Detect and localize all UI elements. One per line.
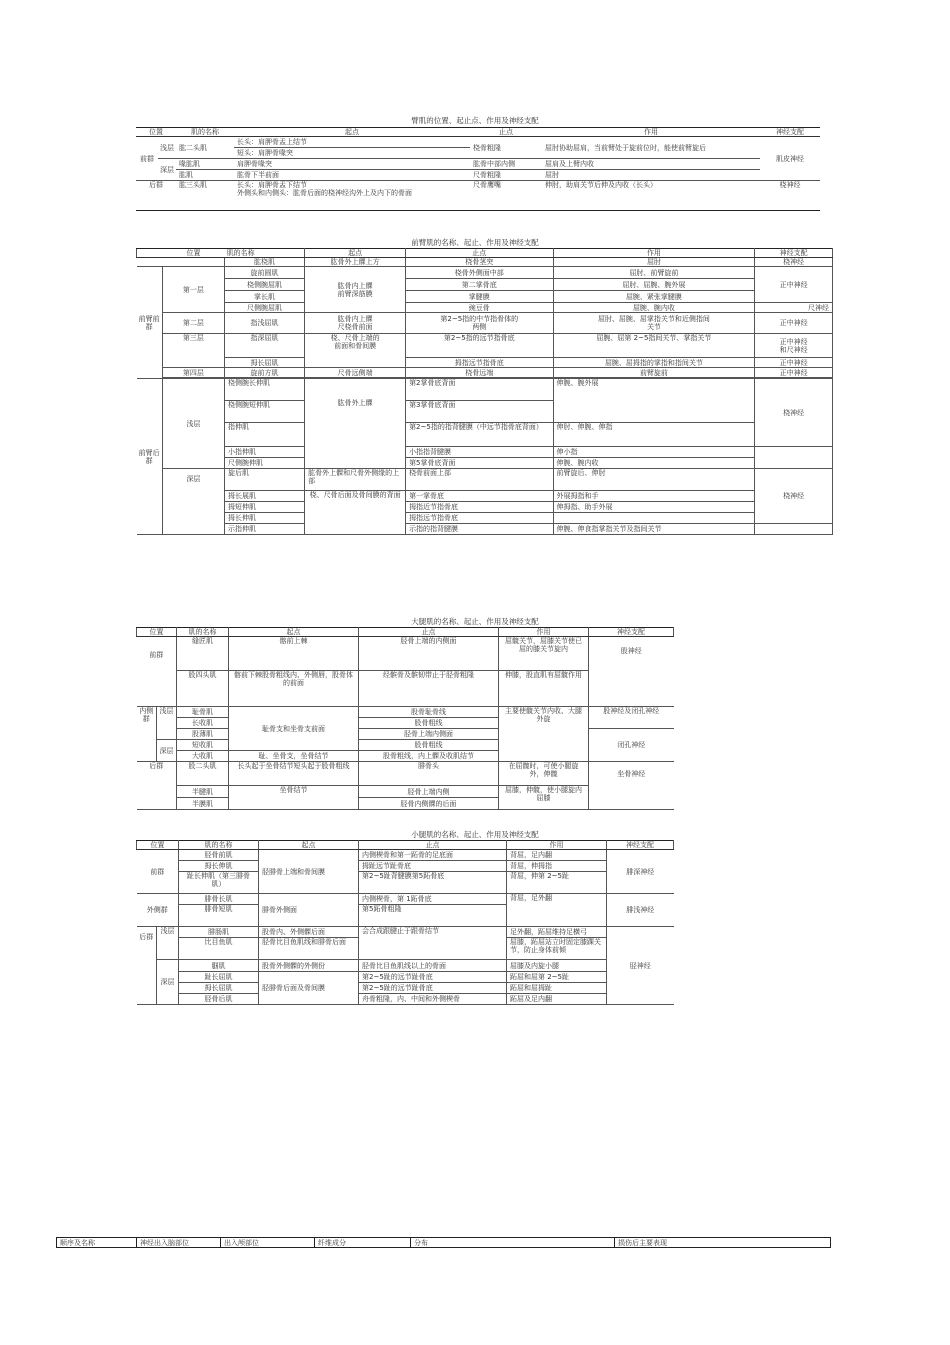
col-header-insertion: 止点 [359,841,507,850]
nerve-cell: 肌皮神经 [760,137,820,181]
col-header-nerve: 神经支配 [755,249,833,258]
action-cell: 伸肘，助肩关节后伸及内收（长头） [542,181,760,211]
col-header-origin: 起点 [234,128,470,137]
insertion-cell: 尺骨粗隆 [470,170,542,181]
muscle-name: 腓骨长肌 [179,894,259,905]
action-cell: 屈肘、屈腕、腕外展 [553,279,755,291]
action-cell: 屈腕、屈第 2~5指间关节、掌指关节 [553,334,755,358]
col-header-origin: 起点 [259,841,359,850]
nerve-cell [755,524,833,535]
muscle-name: 桡侧腕短伸肌 [224,401,304,423]
action-cell: 背屈，足内翻 [507,850,607,861]
origin-cell: 胫骨比目鱼肌线和腓骨后面 [259,938,359,960]
origin-cell: 髂前下棘股骨粗线内、外侧唇，股骨体的前面 [229,671,359,707]
layer-label: 浅层 [157,707,177,740]
nerve-cell: 桡神经 [755,469,833,524]
muscle-name: 拇短伸肌 [224,502,304,513]
origin-cell: 肱骨下半前面 [234,170,470,181]
col-header-insertion: 止点 [406,249,553,258]
muscle-name: 旋后肌 [224,469,304,491]
col-header-nerve: 神经支配 [760,128,820,137]
col-header-position: 位置 [136,128,176,137]
group-label: 前群 [136,137,158,181]
muscle-name: 肱二头肌 [176,137,234,159]
group-label: 内侧群 [137,707,157,762]
origin-cell: 髂前上棘 [229,637,359,671]
insertion-cell: 胫骨上端内侧面 [359,729,499,740]
nerve-cell: 腓浅神经 [607,894,674,927]
insertion-cell: 腓骨头 [359,762,499,786]
layer-label: 深层 [157,740,177,762]
muscle-name: 短收肌 [177,740,229,751]
action-cell: 屈腕、紧张掌腱膜 [553,291,755,303]
group-label: 前群 [137,850,179,894]
insertion-cell: 第2~5趾背腱膜第5跖骨底 [359,872,507,894]
insertion-cell: 会合成跟腱止于跟骨结节 [359,927,507,960]
muscle-name: 喙肱肌 [176,159,234,170]
muscle-name: 大收肌 [177,751,229,762]
muscle-name: 腓骨短肌 [179,905,259,927]
forearm-muscle-table [136,248,833,535]
muscle-name: 腓肠肌 [179,927,259,938]
origin-cell: 肱骨外上髁上方 [305,258,406,267]
action-cell: 背屈，伸第 2~5趾 [507,872,607,894]
origin-cell [234,181,470,211]
insertion-cell: 示指的指背腱膜 [406,524,553,535]
blank-cell [137,258,225,267]
action-cell: 屈肘协助屈肩，当前臂处于旋前位时，能使前臂旋后 [542,137,760,159]
insertion-cell: 拇指远节指骨底 [406,358,553,368]
muscle-name: 胫骨后肌 [179,994,259,1005]
insertion-cell: 尺骨鹰嘴 [470,181,542,211]
group-label: 前臂后群 [137,379,163,535]
insertion-cell: 胫骨上端的内侧面 [359,637,499,671]
origin-cell: 耻、坐骨支，坐骨结节 [229,751,359,762]
insertion-cell: 股骨粗线，内上髁及收肌结节 [359,751,499,762]
action-cell [553,313,755,334]
action-cell: 伸膝，股直肌有屈髋作用 [499,671,589,707]
action-cell: 伸腕、腕外展 [553,379,755,423]
col-header-position: 位置 [137,628,177,637]
nerve-cell: 正中神经 [755,313,833,334]
action-cell: 背屈，伸拇指 [507,861,607,872]
insertion-cell: 第2~5指的远节指骨底 [406,334,553,358]
col-header-position [137,249,305,258]
action-cell: 前臂旋前 [553,368,755,378]
muscle-name: 耻骨肌 [177,707,229,718]
layer-label: 浅层 [158,137,176,159]
col-header-skull-site: 出入颅部位 [221,1238,315,1248]
origin-cell: 长头：肩胛骨盂上结节 [234,137,470,148]
muscle-name: 趾长伸肌（第三腓骨肌） [179,872,259,894]
action-cell: 外展拇指和手 [553,491,755,502]
muscle-name: 股二头肌 [177,762,229,786]
action-line: 屈肘、屈腕、屈掌指关节和近侧指间 [597,315,710,323]
muscle-name: 比目鱼肌 [179,938,259,960]
action-cell: 主要使髋关节内收、大腿外旋 [499,707,589,762]
insertion-cell: 肱骨中部内侧 [470,159,542,170]
col-header-fiber: 纤维成分 [315,1238,411,1248]
origin-cell: 胫腓骨后面及骨间膜 [259,972,359,1005]
layer-label: 浅层 [157,927,179,960]
group-label: 后群 [137,927,157,1005]
muscle-name: 指深屈肌 [224,334,304,358]
leg-muscle-table [136,840,674,1005]
insertion-cell: 第一掌骨底 [406,491,553,502]
action-cell: 屈膝，伸髋，使小腿旋内屈膝 [499,786,589,810]
layer-label: 第一层 [162,267,224,313]
insertion-cell: 第5掌骨底背面 [406,458,553,469]
insertion-cell: 拇指近节指骨底 [406,502,553,513]
insertion-cell: 掌腱膜 [406,291,553,303]
col-header-order-name: 顺序及名称 [57,1238,137,1248]
nerve-cell: 胫神经 [607,927,674,1005]
muscle-name: 旋前方肌 [224,368,304,378]
insertion-cell: 拇指远节指骨底 [406,513,553,524]
origin-cell: 坐骨结节 [229,786,359,810]
action-cell: 屈腕、屈拇指的掌指和指间关节 [553,358,755,368]
action-line: 关节 [646,323,661,331]
arm-muscle-table [136,127,820,211]
nerve-cell: 股神经 [589,637,674,707]
thigh-muscle-table [136,627,674,810]
muscle-name: 肱肌 [176,170,234,181]
nerve-cell [755,334,833,358]
col-header-insertion: 止点 [470,128,542,137]
action-cell: 屈肩及上臂内收 [542,159,760,170]
insertion-cell: 第2掌骨底背面 [406,379,553,401]
nerve-cell [755,447,833,469]
nerve-cell: 桡神经 [755,258,833,267]
muscle-name: 趾长屈肌 [179,972,259,983]
origin-cell: 胫腓骨上端和骨间膜 [259,850,359,894]
group-label: 前臂前群 [137,267,163,379]
action-cell: 伸小指 [553,447,755,458]
insertion-cell: 股骨耻骨线 [359,707,499,718]
nerve-cell: 桡神经 [755,379,833,447]
col-header-action: 作用 [553,249,755,258]
muscle-name: 拇长展肌 [224,491,304,502]
col-header-action: 作用 [507,841,607,850]
muscle-name: 肱三头肌 [176,181,234,211]
leg-table-title: 小腿肌的名称、起止、作用及神经支配 [411,830,539,839]
action-cell: 跖屈及足内翻 [507,994,607,1005]
origin-cell: 肩胛骨喙突 [234,159,470,170]
layer-label: 深层 [162,469,224,535]
action-cell: 屈肘 [553,258,755,267]
action-cell: 屈肘、前臂旋前 [553,267,755,279]
insertion-cell: 桡骨粗隆 [470,137,542,159]
action-cell: 屈肘 [542,170,760,181]
cranial-nerve-table [56,1237,831,1248]
action-cell: 伸拇指、助手外展 [553,502,755,513]
muscle-name: 股四头肌 [177,671,229,707]
nerve-cell: 正中神经 [755,368,833,378]
layer-label: 深层 [157,960,179,1005]
origin-cell [305,313,406,334]
action-cell [553,513,755,524]
insertion-cell: 股骨粗线 [359,718,499,729]
insertion-cell: 第3掌骨底背面 [406,401,553,423]
action-cell: 跖屈和屈拇趾 [507,983,607,994]
nerve-cell: 闭孔神经 [589,729,674,762]
origin-cell: 桡、尺骨后面及骨间膜的背面 [305,491,406,535]
insertion-line: 两侧 [472,323,487,331]
origin-line: 桡、尺骨上端的 [330,334,380,342]
insertion-cell: 小指指背腱膜 [406,447,553,458]
insertion-cell: 胫骨上端内侧 [359,786,499,798]
action-cell: 屈膝及内旋小腿 [507,960,607,972]
muscle-name: 肱桡肌 [224,258,304,267]
nerve-cell: 尺神经 [755,303,833,313]
origin-line: 前面和骨间膜 [334,342,377,350]
muscle-name: 掌长肌 [224,291,304,303]
col-header-action: 作用 [499,628,589,637]
group-label: 后群 [136,181,176,211]
layer-label: 第三层 [162,334,224,368]
origin-line: 肱骨内上髁 [337,281,373,290]
action-cell: 在屈髋时，可使小腿旋外，伸髋 [499,762,589,786]
action-cell: 伸腕、伸食指掌指关节及指间关节 [553,524,755,535]
col-header-nerve: 神经支配 [607,841,674,850]
origin-cell: 股骨外侧髁的外侧份 [259,960,359,972]
origin-cell [305,267,406,313]
nerve-line: 和尺神经 [779,345,808,354]
insertion-cell [406,313,553,334]
insertion-cell: 桡骨茎突 [406,258,553,267]
col-header-origin: 起点 [229,628,359,637]
insertion-cell: 拇趾远节趾骨底 [359,861,507,872]
insertion-line: 第2~5指的中节指骨体的 [440,315,519,323]
col-header-distribution: 分布 [411,1238,615,1248]
col-header-insertion: 止点 [359,628,499,637]
insertion-cell: 第2~5趾的远节趾骨底 [359,972,507,983]
insertion-cell: 第二掌骨底 [406,279,553,291]
nerve-cell: 正中神经 [755,358,833,368]
origin-cell: 股骨内、外侧髁后面 [259,927,359,938]
muscle-name: 示指伸肌 [224,524,304,535]
nerve-line: 正中神经 [779,337,808,346]
insertion-cell: 胫骨内侧髁的后面 [359,798,499,810]
group-label: 前群 [137,637,177,707]
col-header-brain-site: 神经出入脑部位 [137,1238,221,1248]
insertion-cell: 股骨粗线 [359,740,499,751]
origin-line: 长头：肩胛骨盂下结节 [237,181,307,189]
origin-line: 肱骨内上髁 [337,315,373,323]
insertion-cell: 胫骨比目鱼肌线以上的骨面 [359,960,507,972]
col-header-action: 作用 [542,128,760,137]
muscle-name: 桡侧腕长伸肌 [224,379,304,401]
origin-cell: 腓骨外侧面 [259,894,359,927]
insertion-cell: 桡骨远端 [406,368,553,378]
origin-line: 外侧头和内侧头：肱骨后面的桡神经沟外上及内下的骨面 [237,189,412,197]
origin-cell: 尺骨远侧端 [305,368,406,378]
insertion-cell: 内侧楔骨，第 1跖骨底 [359,894,507,905]
insertion-cell: 桡骨外侧面中部 [406,267,553,279]
insertion-cell: 第5跖骨粗隆 [359,905,507,927]
origin-cell: 耻骨支和坐骨支前面 [229,707,359,751]
insertion-cell: 桡骨前面上部 [406,469,553,491]
nerve-cell: 桡神经 [760,181,820,211]
muscle-name: 指伸肌 [224,423,304,447]
col-header-position: 位置 [137,841,179,850]
group-label: 后群 [137,762,177,810]
muscle-name: 指浅屈肌 [224,313,304,334]
muscle-name: 半腱肌 [177,786,229,798]
col-header-nerve: 神经支配 [589,628,674,637]
muscle-name: 旋前圆肌 [224,267,304,279]
layer-label: 第四层 [162,368,224,378]
muscle-name: 缝匠肌 [177,637,229,671]
origin-cell: 肱骨外上髁和尺骨外侧缘的上部 [305,469,406,491]
muscle-name: 胫骨前肌 [179,850,259,861]
origin-cell: 长头起于坐骨结节短头起于股骨粗线 [229,762,359,786]
col-header-position-text: 位置 [186,249,201,257]
action-cell: 前臂旋后、伸肘 [553,469,755,491]
nerve-cell: 股神经及闭孔神经 [589,707,674,729]
nerve-cell: 正中神经 [755,267,833,303]
muscle-name: 桡侧腕屈肌 [224,279,304,291]
muscle-name: 拇长屈肌 [224,358,304,368]
insertion-cell: 第2~5指的指背腱膜（中远节指骨底背面） [406,423,553,447]
group-label: 外侧群 [137,894,179,927]
col-header-origin: 起点 [305,249,406,258]
muscle-name: 尺侧腕屈肌 [224,303,304,313]
muscle-name: 半膜肌 [177,798,229,810]
action-cell: 足外翻，跖屈维持足横弓 [507,927,607,938]
action-cell: 背屈，足外翻 [507,894,607,927]
action-cell: 伸腕、腕内收 [553,458,755,469]
origin-cell: 肱骨外上髁 [305,379,406,469]
muscle-name: 长收肌 [177,718,229,729]
action-cell: 伸肘、伸腕、伸指 [553,423,755,447]
nerve-cell: 腓深神经 [607,850,674,894]
origin-line: 尺桡骨前面 [337,323,373,331]
layer-label: 浅层 [162,379,224,469]
insertion-cell: 第2~5趾的远节趾骨底 [359,983,507,994]
insertion-cell: 舟骨粗隆，内、中间和外侧楔骨 [359,994,507,1005]
forearm-table-title: 前臂肌的名称、起止、作用及神经支配 [411,238,539,247]
col-header-muscle: 肌的名称 [176,128,234,137]
layer-label: 第二层 [162,313,224,334]
col-header-muscle: 肌的名称 [177,628,229,637]
arm-table-title: 臂肌的位置、起止点、作用及神经支配 [411,116,539,125]
nerve-cell: 坐骨神经 [589,762,674,810]
action-cell: 屈髋关节，屈膝关节使已屈的膝关节旋内 [499,637,589,671]
action-cell: 跖屈和屈第 2~5趾 [507,972,607,983]
origin-cell: 短头：肩胛骨喙突 [234,148,470,159]
muscle-name: 拇长伸肌 [179,861,259,872]
col-header-muscle: 肌的名称 [179,841,259,850]
col-header-injury: 损伤后主要表现 [615,1238,831,1248]
insertion-cell: 经髌骨及髌韧带止于胫骨粗隆 [359,671,499,707]
origin-line: 前臂深筋膜 [337,289,373,298]
action-cell: 屈腕、腕内收 [553,303,755,313]
action-cell: 屈膝，跖屈站立时固定膝踝关节，防止身体前倾 [507,938,607,960]
thigh-table-title: 大腿肌的名称、起止、作用及神经支配 [411,617,539,626]
origin-cell [305,334,406,368]
muscle-name: 拇长屈肌 [179,983,259,994]
muscle-name: 腘肌 [179,960,259,972]
col-header-muscle: 肌的名称 [226,249,255,257]
layer-label: 深层 [158,159,176,181]
muscle-name: 尺侧腕伸肌 [224,458,304,469]
insertion-cell: 内侧楔骨和第一跖骨的足底面 [359,850,507,861]
muscle-name: 拇长伸肌 [224,513,304,524]
muscle-name: 小指伸肌 [224,447,304,458]
insertion-cell: 豌豆骨 [406,303,553,313]
muscle-name: 股薄肌 [177,729,229,740]
